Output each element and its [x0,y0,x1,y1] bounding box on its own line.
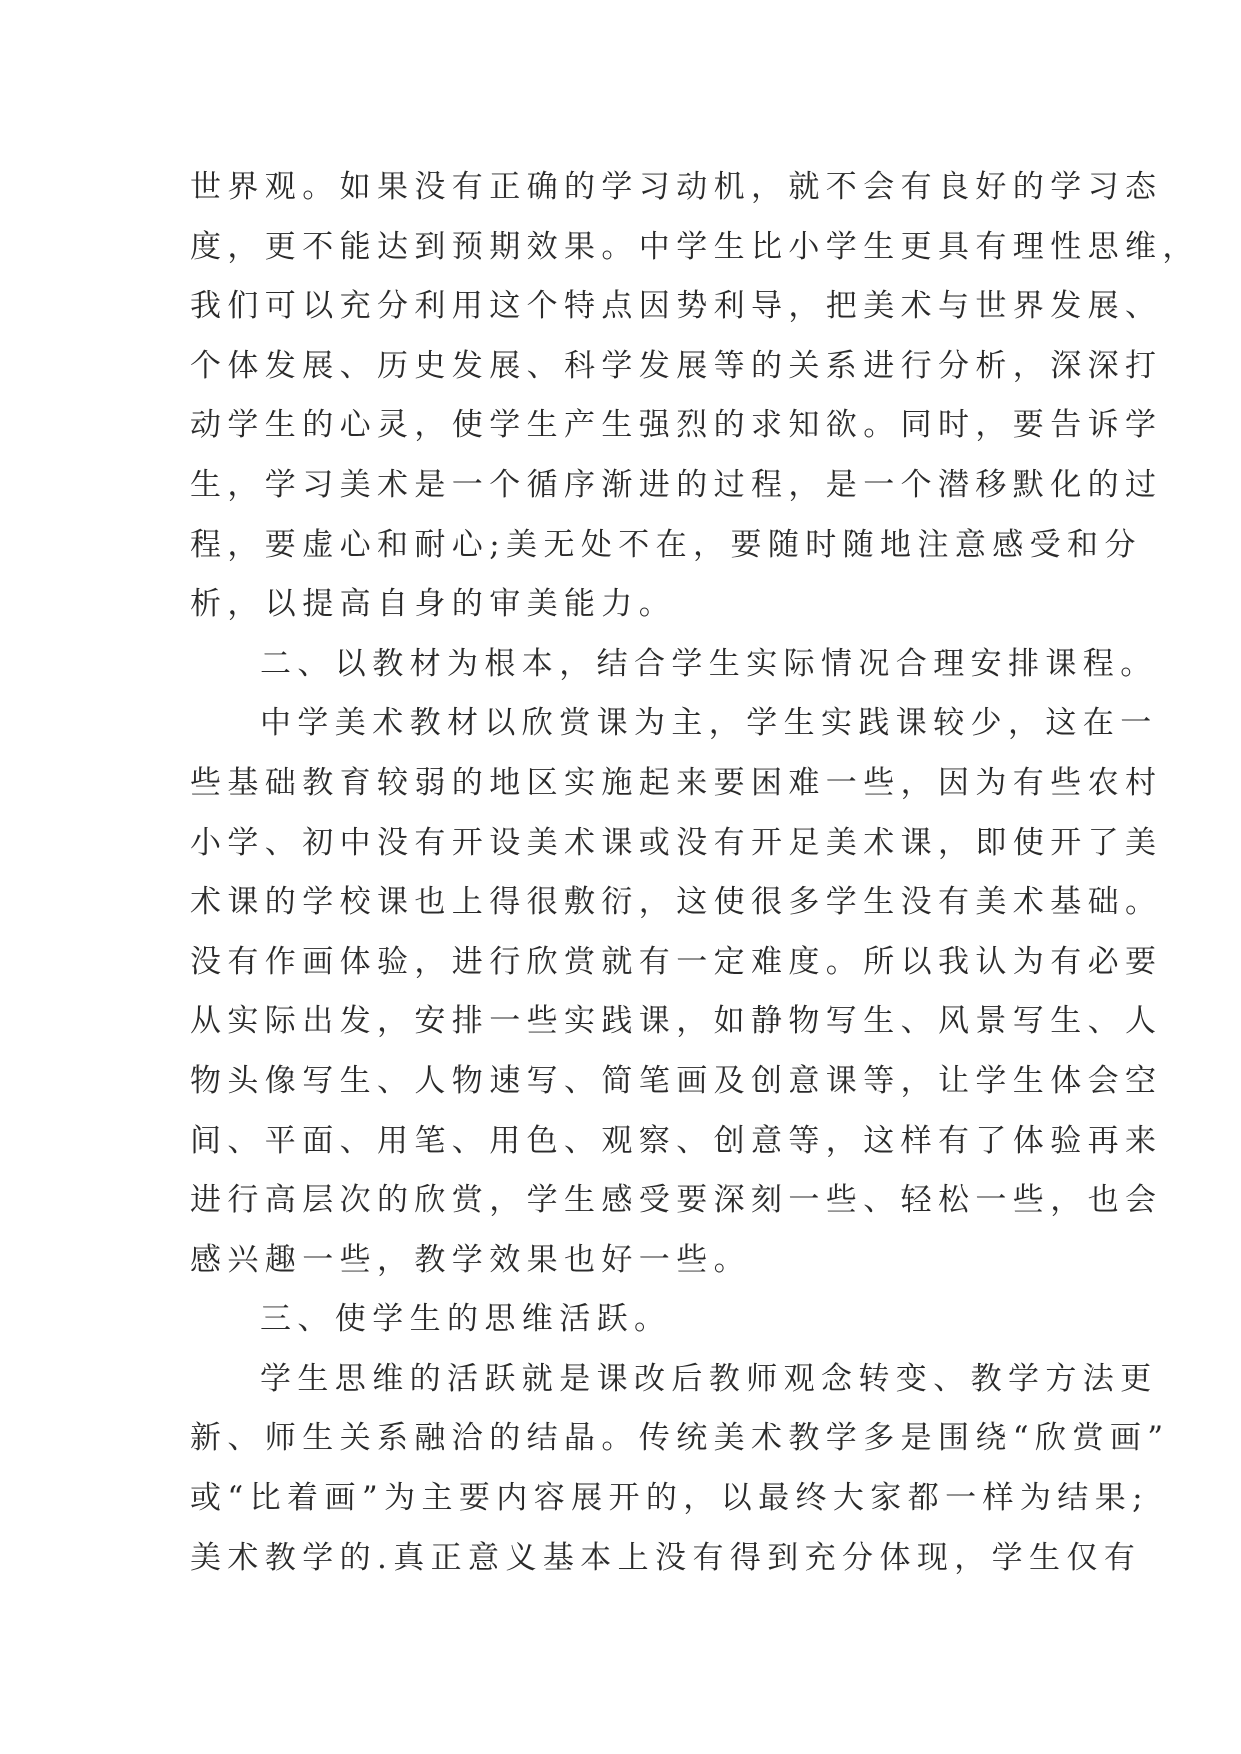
section-heading-2: 二、以教材为根本，结合学生实际情况合理安排课程。 [260,645,1158,682]
text-line: 物头像写生、人物速写、简笔画及创意课等，让学生体会空 [190,1062,1163,1099]
paragraph-start: 学生思维的活跃就是课改后教师观念转变、教学方法更 [260,1360,1158,1397]
text-line: 术课的学校课也上得很敷衍，这使很多学生没有美术基础。 [190,884,1163,921]
text-line: 些基础教育较弱的地区实施起来要困难一些，因为有些农村 [190,764,1163,801]
section-heading-3: 三、使学生的思维活跃。 [260,1301,672,1338]
text-line: 进行高层次的欣赏，学生感受要深刻一些、轻松一些，也会 [190,1182,1163,1219]
text-line: 间、平面、用笔、用色、观察、创意等，这样有了体验再来 [190,1122,1163,1159]
text-line: 析，以提高自身的审美能力。 [190,586,677,623]
text-line: 没有作画体验，进行欣赏就有一定难度。所以我认为有必要 [190,943,1163,980]
text-line: 新、师生关系融洽的结晶。传统美术教学多是围绕“欣赏画” [190,1420,1170,1457]
text-line: 小学、初中没有开设美术课或没有开足美术课，即使开了美 [190,824,1163,861]
text-line: 世界观。如果没有正确的学习动机，就不会有良好的学习态 [190,169,1163,205]
text-line: 感兴趣一些，教学效果也好一些。 [190,1241,751,1278]
text-line: 或“比着画”为主要内容展开的，以最终大家都一样为结果; [190,1480,1149,1517]
text-line: 个体发展、历史发展、科学发展等的关系进行分析，深深打 [190,347,1163,384]
text-line: 度，更不能达到预期效果。中学生比小学生更具有理性思维， [190,228,1200,265]
text-line: 动学生的心灵，使学生产生强烈的求知欲。同时，要告诉学 [190,407,1163,444]
text-line: 我们可以充分利用这个特点因势利导，把美术与世界发展、 [190,288,1163,325]
document-body [190,158,1200,1588]
text-line: 生，学习美术是一个循序渐进的过程，是一个潜移默化的过 [190,466,1163,503]
text-line: 美术教学的.真正意义基本上没有得到充分体现，学生仅有 [190,1539,1142,1576]
text-line: 程，要虚心和耐心;美无处不在，要随时随地注意感受和分 [190,526,1142,563]
text-line: 从实际出发，安排一些实践课，如静物写生、风景写生、人 [190,1003,1163,1040]
paragraph-start: 中学美术教材以欣赏课为主，学生实践课较少，这在一 [260,705,1158,742]
